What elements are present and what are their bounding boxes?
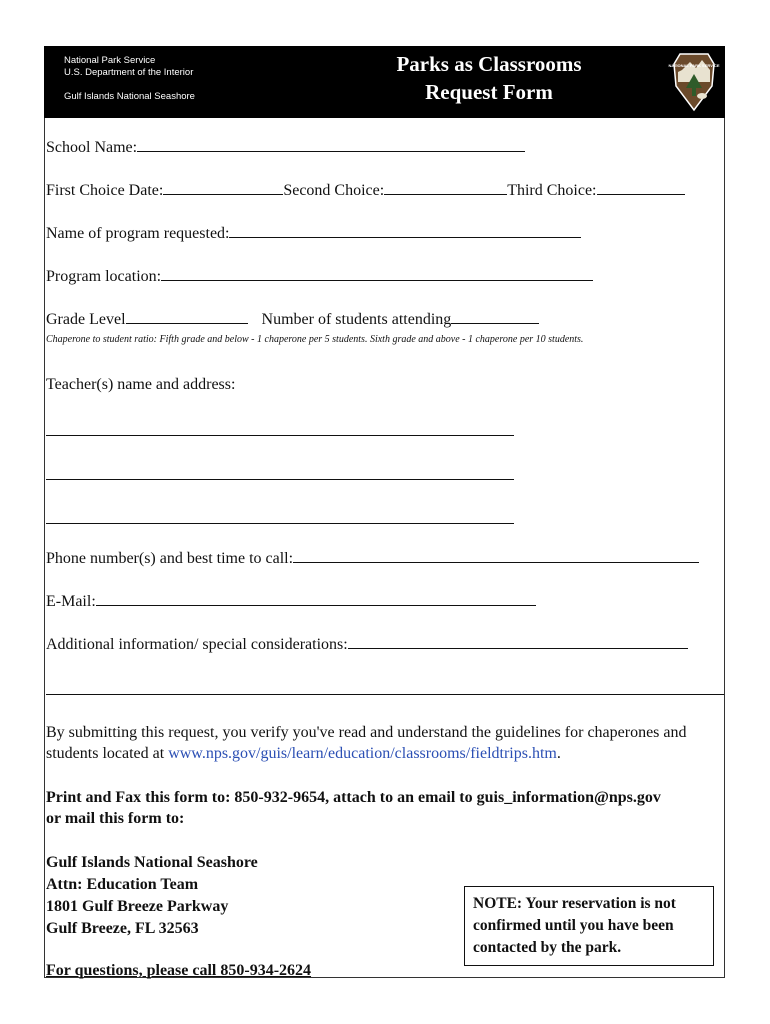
instructions-line2: or mail this form to:	[46, 810, 185, 827]
questions-phone: For questions, please call 850-934-2624	[46, 962, 312, 979]
teacher-label: Teacher(s) name and address:	[46, 376, 236, 393]
phone-row	[46, 548, 699, 569]
num-students-field[interactable]	[451, 309, 539, 324]
agreement-end: .	[556, 745, 561, 762]
email-row	[46, 591, 536, 612]
program-location-row	[46, 266, 593, 287]
program-location-label: Program location:	[46, 268, 162, 285]
teacher-address-line-3[interactable]	[46, 523, 514, 524]
program-name-field[interactable]	[229, 223, 581, 238]
second-choice-field[interactable]	[384, 180, 507, 195]
grade-level-label: Grade Level	[46, 311, 126, 328]
address-line3: 1801 Gulf Breeze Parkway	[46, 898, 229, 915]
email-field[interactable]	[96, 591, 536, 606]
address-line2: Attn: Education Team	[46, 876, 199, 893]
nps-arrowhead-icon	[668, 52, 720, 112]
first-choice-label: First Choice Date:	[46, 182, 164, 199]
program-name-row	[46, 223, 581, 244]
address-line1: Gulf Islands National Seashore	[46, 854, 258, 871]
teacher-address-line-1[interactable]	[46, 435, 514, 436]
instructions-line1: Print and Fax this form to: 850-932-9654, attach to an email to guis_information@nps.gov	[46, 789, 661, 806]
instructions-paragraph	[46, 787, 726, 829]
first-choice-field[interactable]	[163, 180, 283, 195]
dates-row	[46, 180, 685, 201]
num-students-label: Number of students attending	[261, 311, 452, 328]
program-name-label: Name of program requested:	[46, 225, 230, 242]
mailing-address	[46, 852, 446, 940]
note-box	[464, 886, 714, 966]
third-choice-label: Third Choice:	[507, 182, 597, 199]
note-line2: confirmed until you have been	[473, 917, 674, 934]
school-name-row	[46, 137, 525, 158]
third-choice-field[interactable]	[597, 180, 685, 195]
address-line4: Gulf Breeze, FL 32563	[46, 920, 199, 937]
additional-row	[46, 634, 688, 655]
school-name-field[interactable]	[137, 137, 525, 152]
additional-line-2[interactable]	[46, 694, 724, 695]
form-title-line2: Request Form	[425, 80, 553, 104]
additional-field[interactable]	[348, 634, 688, 649]
program-location-field[interactable]	[161, 266, 593, 281]
school-name-label: School Name:	[46, 139, 138, 156]
additional-label: Additional information/ special considerations:	[46, 636, 348, 653]
email-label: E-Mail:	[46, 593, 96, 610]
department-name: U.S. Department of the Interior	[64, 67, 194, 78]
note-line1: NOTE: Your reservation is not	[473, 895, 676, 912]
form-title-line1: Parks as Classrooms	[396, 52, 582, 76]
logo-text: NATIONAL PARK SERVICE	[668, 63, 720, 68]
grade-level-field[interactable]	[126, 309, 248, 324]
agency-name: National Park Service	[64, 55, 156, 66]
second-choice-label: Second Choice:	[283, 182, 385, 199]
chaperone-ratio-note: Chaperone to student ratio: Fifth grade and below - 1 chaperone per 5 students. Sixth grade and above - 1 chaperone per 10 students.	[46, 334, 584, 345]
park-name: Gulf Islands National Seashore	[64, 91, 195, 102]
phone-label: Phone number(s) and best time to call:	[46, 550, 294, 567]
fieldtrips-guidelines-link[interactable]: www.nps.gov/guis/learn/education/classrooms/fieldtrips.htm	[168, 745, 557, 762]
note-line3: contacted by the park.	[473, 939, 622, 956]
agreement-paragraph	[46, 722, 726, 764]
grade-students-row	[46, 309, 539, 330]
header-banner	[44, 46, 725, 118]
teacher-address-line-2[interactable]	[46, 479, 514, 480]
agreement-text: By submitting this request, you verify you've read and understand the guidelines for chaperones and students located at	[46, 724, 687, 762]
phone-field[interactable]	[293, 548, 699, 563]
